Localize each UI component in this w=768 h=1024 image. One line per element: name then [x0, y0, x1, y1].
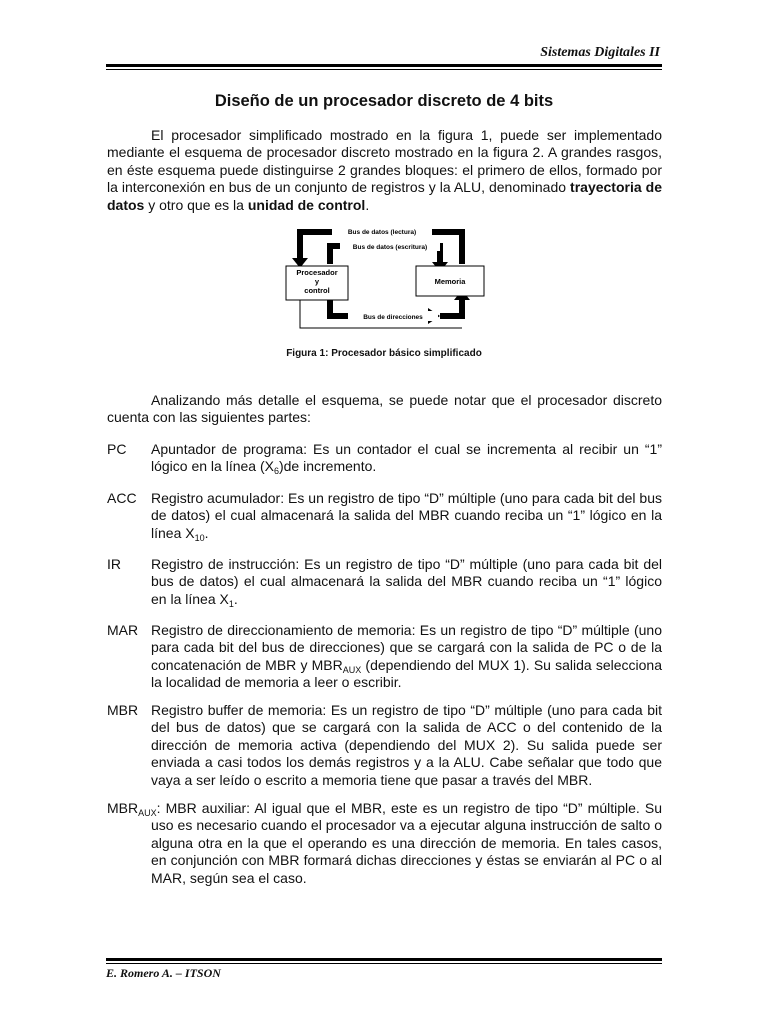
term-definition: Registro de direccionamiento de memoria: Es un registro de tipo “D” múltiple (uno para cada bit del bus de direcciones) que se cargará con la salida de PC o de la concatenación de MBR y $MBR_{AUX}$ (dependiendo del MUX 1). Su salida selecciona la localidad de memoria a leer o escribir. [151, 622, 662, 691]
analysis-paragraph: Analizando más detalle el esquema, se puede notar que el procesador discreto cuenta con las siguientes partes: [107, 392, 662, 426]
footer-rule [106, 958, 662, 961]
footer-rule-thin [106, 963, 662, 964]
figure-caption: Figura 1: Procesador básico simplificado [286, 348, 482, 359]
term-label: MBR [107, 800, 139, 816]
part-mbr [107, 702, 662, 789]
part-pc [107, 441, 662, 476]
term-label: IR [107, 556, 121, 572]
part-ir [107, 556, 662, 608]
footer-author: E. Romero A. – ITSON [106, 966, 221, 980]
term-definition: Registro buffer de memoria: Es un registro de tipo “D” múltiple (uno para cada bit del bus de datos) que se cargará con la salida de ACC o del contenido de la dirección de memoria activa (dependiendo del MUX 2). Su salida puede ser enviada a casi todos los demás registros y a la ALU. Cabe señalar que todo que vaya a ser leído o escrito a memoria tiene que pasar a través del MBR. [151, 702, 662, 788]
part-acc [107, 490, 662, 542]
term-definition: $MBR_{AUX}$: MBR auxiliar: Al igual que el MBR, este es un registro de tipo “D” múltiple. Su uso es necesario cuando el procesador va a ejecutar alguna instrucción de salto o alguna otra en la que el operando es una dirección de memoria. En tales casos, en conjunción con MBR formará dichas direcciones y éstas se enviarán al PC o al MAR, según sea el caso. [107, 800, 662, 886]
term-definition: Apuntador de programa: Es un contador el cual se incrementa al recibir un “1” lógico en la línea $(X_6)de$ incremento. [151, 441, 662, 477]
part-mar [107, 622, 662, 692]
cpu-label-line-2: y [314, 277, 320, 286]
cpu-label-line-1: Procesador [296, 268, 338, 277]
term-label: ACC [107, 490, 137, 506]
memory-label: Memoria [434, 277, 466, 286]
term-definition: Registro acumulador: Es un registro de tipo “D” múltiple (uno para cada bit del bus de datos) el cual almacenará la salida del MBR cuando reciba un “1” lógico en la línea $X_{10}$. [151, 490, 662, 543]
bus-addr-label: Bus de direcciones [363, 314, 423, 321]
term-definition: Registro de instrucción: Es un registro de tipo “D” múltiple (uno para cada bit del bus de datos) el cual almacenará la salida del MBR cuando reciba un “1” lógico en la línea $X_1$. [151, 556, 662, 609]
page-header-title: Sistemas Digitales II [540, 45, 660, 60]
term-label: MBR [107, 702, 139, 718]
intro-paragraph: El procesador simplificado mostrado en la figura 1, puede ser implementado mediante el esquema de procesador discreto mostrado en la figura 2. A grandes rasgos, en éste esquema puede distinguirse 2 grandes bloques: el primero de ellos, formado por la interconexión en bus de un conjunto de registros y la ALU, denominado trayectoria de datos y otro que es la unidad de control. [107, 127, 662, 213]
term-label: PC [107, 441, 127, 457]
term-label: MAR [107, 622, 139, 638]
document-title: Diseño de un procesador discreto de 4 bits [214, 92, 554, 110]
bus-read-label: Bus de datos (lectura) [347, 229, 417, 236]
header-rule [106, 64, 662, 67]
part-mbraux [107, 800, 662, 887]
cpu-label-line-3: control [304, 286, 330, 295]
header-rule-thin [106, 69, 662, 70]
processor-figure [270, 222, 510, 332]
bus-write-label: Bus de datos (escritura) [352, 244, 428, 251]
